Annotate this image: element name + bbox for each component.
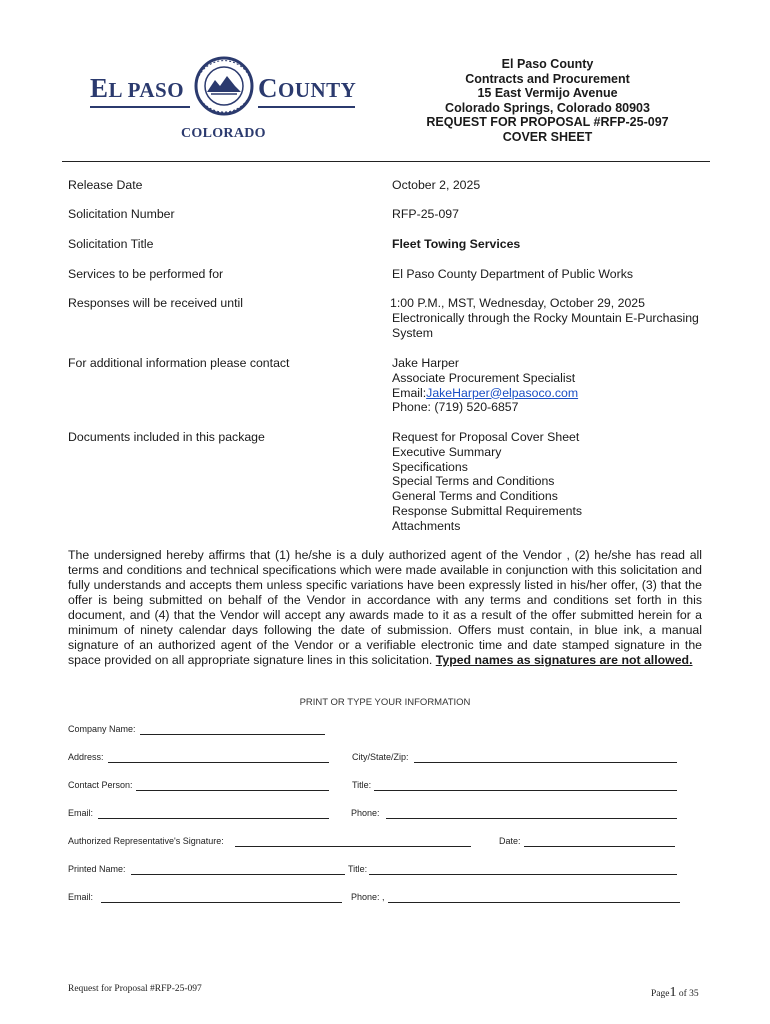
- responses-deadline: 1:00 P.M., MST, Wednesday, October 29, 2025: [390, 296, 645, 310]
- responses-method-cont: System: [392, 325, 433, 340]
- printed-name-field[interactable]: [131, 874, 345, 875]
- date-field[interactable]: [524, 846, 675, 847]
- contact-person-field[interactable]: [136, 790, 329, 791]
- form-title: PRINT OR TYPE YOUR INFORMATION: [299, 697, 471, 708]
- date-label: Date:: [499, 836, 521, 846]
- header-line: Contracts and Procurement: [465, 71, 630, 86]
- affirmation-text: The undersigned hereby affirms that (1) he/she is a duly authorized agent of the Vendor , (2) he/she has read all terms and conditions and technical specifications which were made available in conjunction with this solicitation and fully understands and accepts them unless specific variations have been expressly listed in his/her offer, (3) that the offer is being submitted on behalf of the Vendor in accordance with any terms and conditions set forth in this document, and (4) that the Vendor will accept any awards made to it as a result of the offer submitted herein for a minimum of ninety calendar days following the date of submission. Offers must contain, in blue ink, a manual signature of an authorized agent of the Vendor or a verifiable electronic time and date stamped signature in the space provided on all appropriate signature lines in this solicitation.: [68, 548, 702, 667]
- documents-list: [392, 430, 722, 534]
- company-name-field[interactable]: [140, 734, 325, 735]
- solicitation-number-value: RFP-25-097: [392, 207, 459, 221]
- document-item: Executive Summary: [392, 444, 502, 459]
- logo-word-el-paso: [90, 73, 184, 104]
- affirmation-emphasis: Typed names as signatures are not allowed.: [435, 653, 693, 667]
- header-divider: [62, 161, 710, 162]
- solicitation-number-label: Solicitation Number: [68, 207, 175, 221]
- email-label-2: Email:: [68, 892, 94, 902]
- document-item: Attachments: [392, 518, 461, 533]
- printed-name-label: Printed Name:: [68, 864, 126, 874]
- email-field-2[interactable]: [101, 902, 342, 903]
- logo-letters: L PASO: [108, 78, 185, 102]
- logo-word-county: [258, 73, 356, 104]
- contact-title: Associate Procurement Specialist: [392, 370, 576, 385]
- title-label: Title:: [352, 780, 372, 790]
- title-field[interactable]: [374, 790, 677, 791]
- services-value: El Paso County Department of Public Works: [392, 267, 634, 281]
- logo-letters: OUNTY: [278, 78, 357, 102]
- logo-letter: E: [90, 73, 109, 103]
- release-date-value: October 2, 2025: [392, 178, 481, 192]
- phone-label-2: Phone: ,: [351, 892, 385, 902]
- header-line: COVER SHEET: [502, 129, 593, 144]
- signature-label: Authorized Representative's Signature:: [68, 836, 224, 846]
- header-line: El Paso County: [501, 57, 594, 71]
- contact-phone: Phone: (719) 520-6857: [392, 400, 519, 415]
- solicitation-title-value: Fleet Towing Services: [392, 237, 521, 251]
- signature-field[interactable]: [235, 846, 471, 847]
- logo-state: COLORADO: [181, 126, 266, 141]
- document-item: Response Submittal Requirements: [392, 503, 583, 518]
- title-label-2: Title:: [348, 864, 368, 874]
- company-name-label: Company Name:: [68, 724, 136, 734]
- header-line: Colorado Springs, Colorado 80903: [445, 100, 650, 115]
- page-current: 1: [669, 985, 677, 1000]
- phone-field-2[interactable]: [388, 902, 680, 903]
- city-state-zip-label: City/State/Zip:: [352, 752, 409, 762]
- footer-page-number: [651, 985, 699, 1001]
- affirmation-paragraph: [68, 548, 702, 668]
- responses-method: Electronically through the Rocky Mountain E-Purchasing: [392, 310, 699, 325]
- document-item: Specifications: [392, 459, 468, 474]
- release-date-label: Release Date: [68, 178, 143, 192]
- responses-label: Responses will be received until: [68, 296, 243, 310]
- address-label: Address:: [68, 752, 104, 762]
- phone-field[interactable]: [386, 818, 677, 819]
- email-label: Email:: [68, 808, 94, 818]
- county-seal-icon: [189, 56, 259, 116]
- contact-email-link[interactable]: JakeHarper@elpasoco.com: [426, 385, 579, 400]
- page-total: of 35: [678, 989, 699, 999]
- logo-letter: C: [258, 73, 278, 103]
- email-field[interactable]: [98, 818, 329, 819]
- footer-document-id: Request for Proposal #RFP-25-097: [68, 984, 202, 994]
- contact-email-row: [392, 386, 722, 401]
- logo-rule-left: [90, 106, 190, 108]
- contact-name: Jake Harper: [392, 356, 459, 370]
- contact-label: For additional information please contact: [68, 356, 290, 370]
- address-field[interactable]: [108, 762, 329, 763]
- document-item: General Terms and Conditions: [392, 489, 558, 504]
- responses-value: [390, 296, 720, 340]
- header-line: 15 East Vermijo Avenue: [477, 86, 618, 100]
- document-item: Request for Proposal Cover Sheet: [392, 430, 580, 444]
- document-item: Special Terms and Conditions: [392, 474, 555, 489]
- contact-person-label: Contact Person:: [68, 780, 133, 790]
- header-line: REQUEST FOR PROPOSAL #RFP-25-097: [426, 115, 669, 129]
- title-field-2[interactable]: [369, 874, 677, 875]
- solicitation-title-label: Solicitation Title: [68, 237, 154, 251]
- logo-rule-right: [258, 106, 355, 108]
- services-label: Services to be performed for: [68, 267, 224, 281]
- city-state-zip-field[interactable]: [414, 762, 677, 763]
- contact-email-prefix: Email:: [392, 385, 427, 400]
- documents-label: Documents included in this package: [68, 430, 265, 444]
- phone-label: Phone:: [351, 808, 380, 818]
- header-block: [400, 57, 695, 144]
- contact-value: [392, 356, 722, 415]
- page-prefix: Page: [651, 989, 670, 999]
